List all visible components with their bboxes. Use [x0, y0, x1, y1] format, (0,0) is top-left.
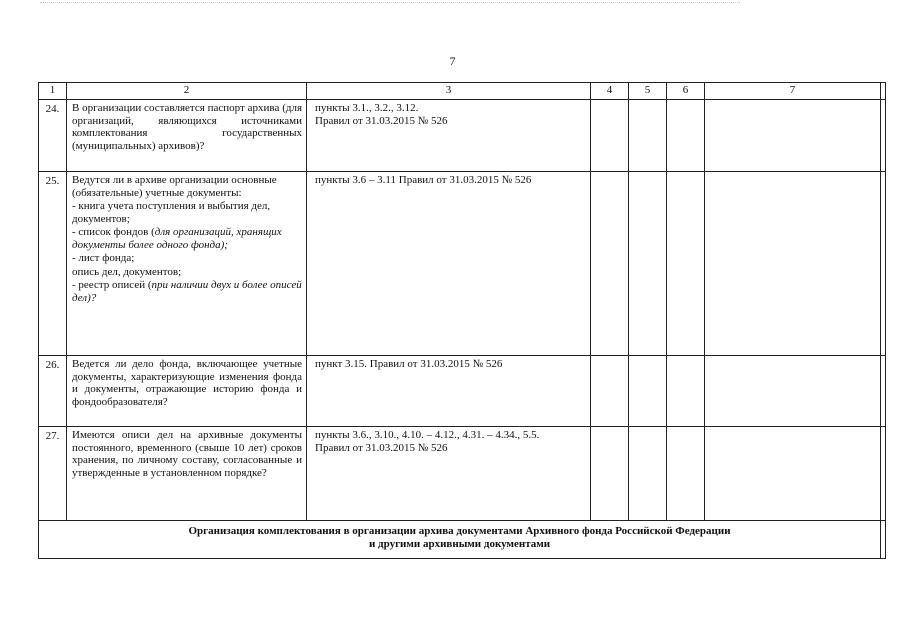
question-cell	[67, 356, 307, 427]
scan-artifact-line	[40, 2, 740, 3]
reference-cell	[307, 427, 591, 521]
reference-text: пункты 3.1., 3.2., 3.12.	[315, 102, 419, 114]
table-row	[39, 172, 886, 356]
blank-cell	[705, 172, 881, 356]
list-item: - книга учета поступления и выбытия дел, документов;	[72, 200, 271, 225]
question-text: Ведутся ли в архиве организации основные (обязательные) учетные документы:	[72, 174, 277, 199]
list-item: опись дел, документов;	[72, 265, 182, 278]
question-cell	[67, 172, 307, 356]
reference-cell	[307, 172, 591, 356]
blank-cell	[705, 100, 881, 172]
blank-cell	[881, 427, 886, 521]
table-row	[39, 427, 886, 521]
header-col-4: 4	[591, 83, 629, 100]
list-item	[72, 279, 302, 304]
list-item-italic: при наличии двух и более описей дел)?	[72, 279, 302, 304]
question-text: Имеются описи дел на архивные документы постоянного, временного (свыше 10 лет) сроков хранения, по личному составу, согласованные и утвержденные в установленном порядке?	[72, 429, 302, 479]
row-number: 26.	[39, 356, 67, 427]
list-item: - лист фонда;	[72, 252, 135, 264]
reference-text: пункт 3.15. Правил от 31.03.2015 № 526	[315, 358, 503, 370]
reference-text: пункты 3.6., 3.10., 4.10. – 4.12., 4.31. – 4.34., 5.5.	[315, 429, 540, 441]
blank-cell	[591, 427, 629, 521]
blank-cell	[705, 427, 881, 521]
blank-cell	[667, 356, 705, 427]
list-item	[72, 226, 302, 251]
table-row	[39, 356, 886, 427]
list-item-text: - список фондов (	[72, 226, 155, 238]
question-text: Ведется ли дело фонда, включающее учетные документы, характеризующие изменения фонда и документы, отражающие историю фонда и фондообразователя?	[72, 358, 302, 408]
reference-text: пункты 3.6 – 3.11 Правил от 31.03.2015 № 526	[315, 174, 532, 186]
row-number: 27.	[39, 427, 67, 521]
blank-cell	[591, 356, 629, 427]
section-heading-line: Организация комплектования в организации архива документами Архивного фонда Российской Федерации	[188, 525, 731, 537]
checklist-table	[38, 82, 886, 559]
blank-cell	[705, 356, 881, 427]
blank-cell	[629, 356, 667, 427]
question-cell	[67, 427, 307, 521]
blank-cell	[881, 521, 886, 559]
header-row	[39, 83, 886, 100]
blank-cell	[629, 172, 667, 356]
list-item-text: - реестр описей (	[72, 279, 152, 291]
section-heading-line: и другими архивными документами	[368, 538, 551, 550]
reference-cell	[307, 100, 591, 172]
row-number: 24.	[39, 100, 67, 172]
reference-text: Правил от 31.03.2015 № 526	[315, 114, 448, 127]
row-number: 25.	[39, 172, 67, 356]
checklist-table-wrapper	[38, 82, 885, 559]
header-col-5: 5	[629, 83, 667, 100]
header-col-6: 6	[667, 83, 705, 100]
header-col-1: 1	[39, 83, 67, 100]
header-col-3: 3	[307, 83, 591, 100]
list-item-italic: для организаций, хранящих документы более одного фонда);	[72, 226, 282, 251]
header-col-7: 7	[705, 83, 881, 100]
header-col-extra	[881, 83, 886, 100]
blank-cell	[881, 356, 886, 427]
blank-cell	[591, 100, 629, 172]
section-heading	[39, 521, 881, 559]
section-row	[39, 521, 886, 559]
question-cell	[67, 100, 307, 172]
blank-cell	[881, 172, 886, 356]
blank-cell	[591, 172, 629, 356]
question-text: В организации составляется паспорт архива (для организаций, являющихся источниками комплектования государственных (муниципальных) архивов)?	[72, 102, 302, 152]
blank-cell	[667, 100, 705, 172]
blank-cell	[629, 427, 667, 521]
blank-cell	[629, 100, 667, 172]
reference-cell	[307, 356, 591, 427]
page-number: 7	[449, 54, 456, 68]
blank-cell	[667, 427, 705, 521]
header-col-2: 2	[67, 83, 307, 100]
blank-cell	[667, 172, 705, 356]
table-row	[39, 100, 886, 172]
blank-cell	[881, 100, 886, 172]
reference-text: Правил от 31.03.2015 № 526	[315, 441, 448, 454]
